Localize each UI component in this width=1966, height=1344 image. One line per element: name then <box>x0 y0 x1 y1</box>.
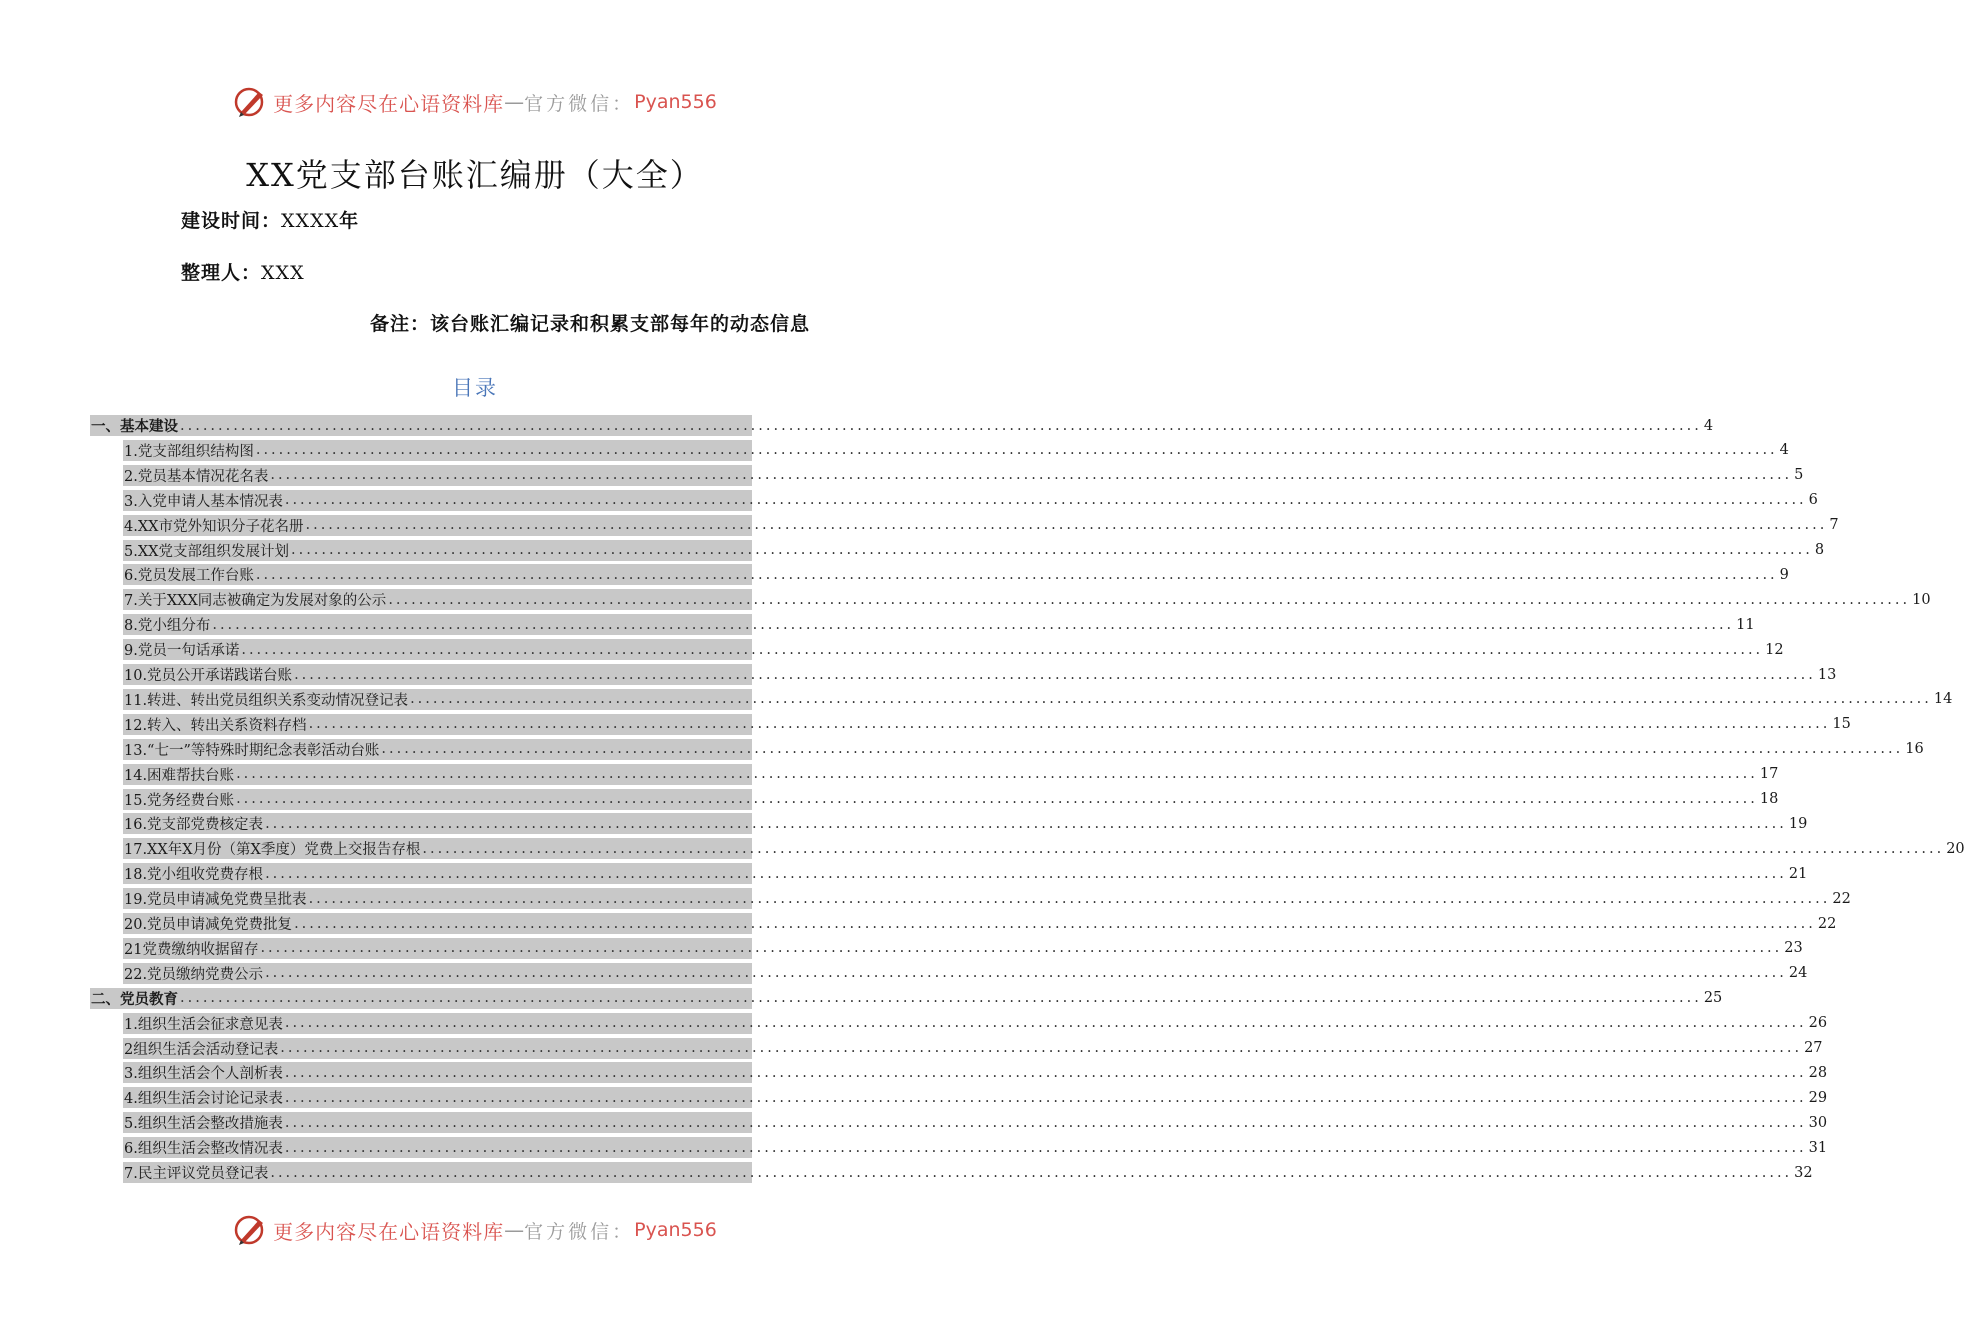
toc-entry[interactable] <box>123 913 1837 934</box>
toc-entry[interactable] <box>123 1087 1828 1108</box>
toc-dot-leader: ........................................................................................................................................................................................................ <box>241 641 1764 658</box>
toc-dot-leader: ........................................................................................................................................................................................................ <box>284 1064 1807 1081</box>
toc-page-number: 4 <box>1779 442 1789 459</box>
toc-page-number: 28 <box>1808 1064 1828 1081</box>
toc-dot-leader: ........................................................................................................................................................................................................ <box>294 915 1816 932</box>
toc-dot-leader: ........................................................................................................................................................................................................ <box>308 890 1831 907</box>
toc-section[interactable] <box>90 415 1714 436</box>
build-time-line <box>181 206 359 233</box>
toc-entry-title: 18.党小组收党费存根 <box>124 867 264 884</box>
toc-dot-leader: ........................................................................................................................................................................................................ <box>284 1114 1807 1131</box>
toc-entry[interactable] <box>123 888 1851 909</box>
toc-entry-title: 3.入党申请人基本情况表 <box>124 493 283 510</box>
toc-dot-leader: ........................................................................................................................................................................................................ <box>180 990 1702 1007</box>
banner-separator: — <box>504 90 525 114</box>
toc-entry-title: 14.困难帮扶台账 <box>124 767 235 784</box>
banner-wechat-id: Pyan556 <box>634 91 717 113</box>
build-time-label: 建设时间： <box>181 210 282 232</box>
toc-entry[interactable] <box>123 1112 1828 1133</box>
toc-page-number: 31 <box>1808 1139 1828 1156</box>
document-title: XX党支部台账汇编册（大全） <box>246 156 704 194</box>
toc-entry-title: 11.转进、转出党员组织关系变动情况登记表 <box>124 692 409 709</box>
organizer-label: 整理人： <box>181 262 262 284</box>
toc-dot-leader: ........................................................................................................................................................................................................ <box>305 517 1828 534</box>
toc-entry-title: 5.组织生活会整改措施表 <box>124 1116 283 1133</box>
toc-page-number: 15 <box>1832 716 1851 733</box>
toc-entry-title: 2组织生活会活动登记表 <box>124 1041 279 1058</box>
document-note: 备注：该台账汇编记录和积累支部每年的动态信息 <box>370 313 811 335</box>
toc-dot-leader: ........................................................................................................................................................................................................ <box>265 815 1787 832</box>
toc-entry[interactable] <box>123 540 1825 561</box>
watermark-banner-bottom <box>0 1210 950 1250</box>
toc-entry[interactable] <box>123 664 1837 685</box>
toc-entry[interactable] <box>123 739 1924 760</box>
toc-entry-title: 19.党员申请减免党费呈批表 <box>124 892 307 909</box>
toc-entry[interactable] <box>123 1162 1813 1183</box>
toc-dot-leader: ........................................................................................................................................................................................................ <box>270 467 1793 484</box>
toc-page-number: 13 <box>1817 666 1837 683</box>
toc-page-number: 18 <box>1759 791 1779 807</box>
pen-logo-icon <box>233 1212 269 1248</box>
toc-entry-title: 16.党支部党费核定表 <box>124 817 264 834</box>
toc-page-number: 7 <box>1829 517 1839 534</box>
toc-entry[interactable] <box>123 789 1779 810</box>
toc-entry-title: 13.“七一”等特殊时期纪念表彰活动台账 <box>124 742 380 759</box>
toc-page-number: 4 <box>1703 417 1714 434</box>
toc-page-number: 32 <box>1794 1164 1813 1181</box>
toc-entry[interactable] <box>123 639 1784 660</box>
toc-entry[interactable] <box>123 465 1804 486</box>
toc-dot-leader: ........................................................................................................................................................................................................ <box>236 766 1758 783</box>
toc-dot-leader: ........................................................................................................................................................................................................ <box>308 716 1831 733</box>
toc-entry[interactable] <box>123 440 1789 461</box>
toc-dot-leader: ........................................................................................................................................................................................................ <box>284 1089 1807 1106</box>
toc-entry[interactable] <box>123 589 1931 610</box>
toc-dot-leader: ........................................................................................................................................................................................................ <box>236 791 1758 807</box>
toc-page-number: 9 <box>1779 566 1789 583</box>
banner-brand: 更多内容尽在心语资料库 <box>273 1219 505 1244</box>
toc-entry-title: 12.转入、转出关系资料存档 <box>124 717 307 734</box>
toc-page-number: 6 <box>1808 492 1818 509</box>
toc-dot-leader: ........................................................................................................................................................................................................ <box>290 542 1813 558</box>
toc-dot-leader: ........................................................................................................................................................................................................ <box>381 741 1904 758</box>
toc-dot-leader: ........................................................................................................................................................................................................ <box>294 666 1816 683</box>
toc-entry-title: 3.组织生活会个人剖析表 <box>124 1066 283 1083</box>
banner-wechat-id: Pyan556 <box>634 1219 717 1241</box>
toc-dot-leader: ........................................................................................................................................................................................................ <box>270 1164 1793 1181</box>
toc-page-number: 22 <box>1817 915 1837 932</box>
toc-heading: 目录 <box>452 376 498 400</box>
toc-dot-leader: ........................................................................................................................................................................................................ <box>280 1040 1803 1056</box>
toc-entry[interactable] <box>123 515 1839 536</box>
organizer-value: XXX <box>261 262 305 284</box>
toc-entry-title: 二、党员教育 <box>91 990 178 1008</box>
toc-entry-title: 1.组织生活会征求意见表 <box>124 1016 283 1033</box>
toc-entry-title: 21党费缴纳收据留存 <box>124 941 259 958</box>
toc-entry-title: 6.党员发展工作台账 <box>124 568 254 585</box>
organizer-line <box>181 258 305 285</box>
toc-page-number: 12 <box>1765 641 1784 658</box>
toc-page-number: 27 <box>1804 1040 1823 1056</box>
toc-entry[interactable] <box>123 614 1755 635</box>
toc-entry[interactable] <box>123 1013 1828 1034</box>
toc-page-number: 26 <box>1808 1015 1828 1032</box>
toc-entry-title: 4.XX市党外知识分子花名册 <box>124 518 304 535</box>
banner-wechat-label: 官方微信： <box>524 1220 635 1243</box>
toc-entry[interactable] <box>123 938 1803 959</box>
toc-entry[interactable] <box>123 689 1953 710</box>
toc-page-number: 16 <box>1905 741 1924 758</box>
toc-page-number: 11 <box>1736 616 1755 633</box>
toc-entry-title: 4.组织生活会讨论记录表 <box>124 1091 283 1108</box>
toc-entry-title: 7.民主评议党员登记表 <box>124 1166 269 1182</box>
toc-entry[interactable] <box>123 1137 1828 1158</box>
toc-dot-leader: ........................................................................................................................................................................................................ <box>255 442 1778 459</box>
watermark-banner-top <box>0 82 950 122</box>
toc-entry-title: 22.党员缴纳党费公示 <box>124 966 264 983</box>
pen-logo-icon <box>233 84 269 120</box>
toc-entry-title: 15.党务经费台账 <box>124 792 235 809</box>
banner-wechat-label: 官方微信： <box>524 92 635 115</box>
toc-entry-title: 17.XX年X月份（第X季度）党费上交报告存根 <box>124 842 421 859</box>
toc-page-number: 14 <box>1933 691 1953 708</box>
toc-page-number: 23 <box>1784 940 1803 957</box>
toc-entry[interactable] <box>123 490 1818 511</box>
toc-page-number: 25 <box>1703 990 1723 1007</box>
toc-page-number: 21 <box>1788 865 1808 882</box>
toc-page-number: 10 <box>1912 591 1931 608</box>
toc-dot-leader: ........................................................................................................................................................................................................ <box>180 417 1702 434</box>
toc-dot-leader: ........................................................................................................................................................................................................ <box>388 591 1911 608</box>
toc-page-number: 22 <box>1832 890 1851 907</box>
toc-page-number: 17 <box>1759 766 1779 783</box>
toc-entry-title: 8.党小组分布 <box>124 618 211 635</box>
toc-entry-title: 9.党员一句话承诺 <box>124 643 240 660</box>
toc-dot-leader: ........................................................................................................................................................................................................ <box>422 840 1945 857</box>
toc-entry[interactable] <box>123 764 1779 785</box>
toc-entry[interactable] <box>123 1038 1823 1059</box>
toc-entry-title: 20.党员申请减免党费批复 <box>124 917 293 933</box>
toc-entry-title: 2.党员基本情况花名表 <box>124 468 269 485</box>
toc-dot-leader: ........................................................................................................................................................................................................ <box>255 566 1778 583</box>
toc-page-number: 29 <box>1808 1089 1828 1106</box>
toc-entry[interactable] <box>123 838 1965 859</box>
toc-dot-leader: ........................................................................................................................................................................................................ <box>284 1139 1807 1156</box>
toc-page-number: 8 <box>1814 542 1825 558</box>
banner-brand: 更多内容尽在心语资料库 <box>273 91 505 116</box>
toc-dot-leader: ........................................................................................................................................................................................................ <box>260 940 1783 957</box>
toc-entry-title: 5.XX党支部组织发展计划 <box>124 543 289 560</box>
toc-entry-title: 一、基本建设 <box>91 418 178 435</box>
toc-entry[interactable] <box>123 1062 1828 1083</box>
toc-entry-title: 6.组织生活会整改情况表 <box>124 1141 283 1158</box>
toc-page-number: 30 <box>1808 1114 1828 1131</box>
toc-entry-title: 7.关于XXX同志被确定为发展对象的公示 <box>124 593 387 610</box>
toc-dot-leader: ........................................................................................................................................................................................................ <box>265 865 1787 882</box>
toc-entry[interactable] <box>123 714 1851 735</box>
toc-entry-title: 1.党支部组织结构图 <box>124 443 254 460</box>
toc-entry[interactable] <box>123 564 1789 585</box>
toc-page-number: 5 <box>1794 467 1804 484</box>
toc-page-number: 19 <box>1788 815 1808 832</box>
toc-entry-title: 10.党员公开承诺践诺台账 <box>124 668 293 684</box>
toc-section[interactable] <box>90 988 1723 1009</box>
toc-page-number: 20 <box>1946 840 1965 857</box>
toc-entry[interactable] <box>123 963 1808 984</box>
toc-dot-leader: ........................................................................................................................................................................................................ <box>410 691 1932 708</box>
toc-dot-leader: ........................................................................................................................................................................................................ <box>265 965 1787 982</box>
build-time-value: XXXX <box>281 210 340 232</box>
toc-dot-leader: ........................................................................................................................................................................................................ <box>284 492 1807 509</box>
toc-page-number: 24 <box>1788 965 1808 982</box>
toc-entry[interactable] <box>123 863 1808 884</box>
toc-dot-leader: ........................................................................................................................................................................................................ <box>284 1015 1807 1032</box>
toc-dot-leader: ........................................................................................................................................................................................................ <box>212 616 1735 633</box>
toc-entry[interactable] <box>123 813 1808 834</box>
banner-separator: — <box>504 1218 525 1242</box>
build-time-suffix: 年 <box>339 210 360 232</box>
